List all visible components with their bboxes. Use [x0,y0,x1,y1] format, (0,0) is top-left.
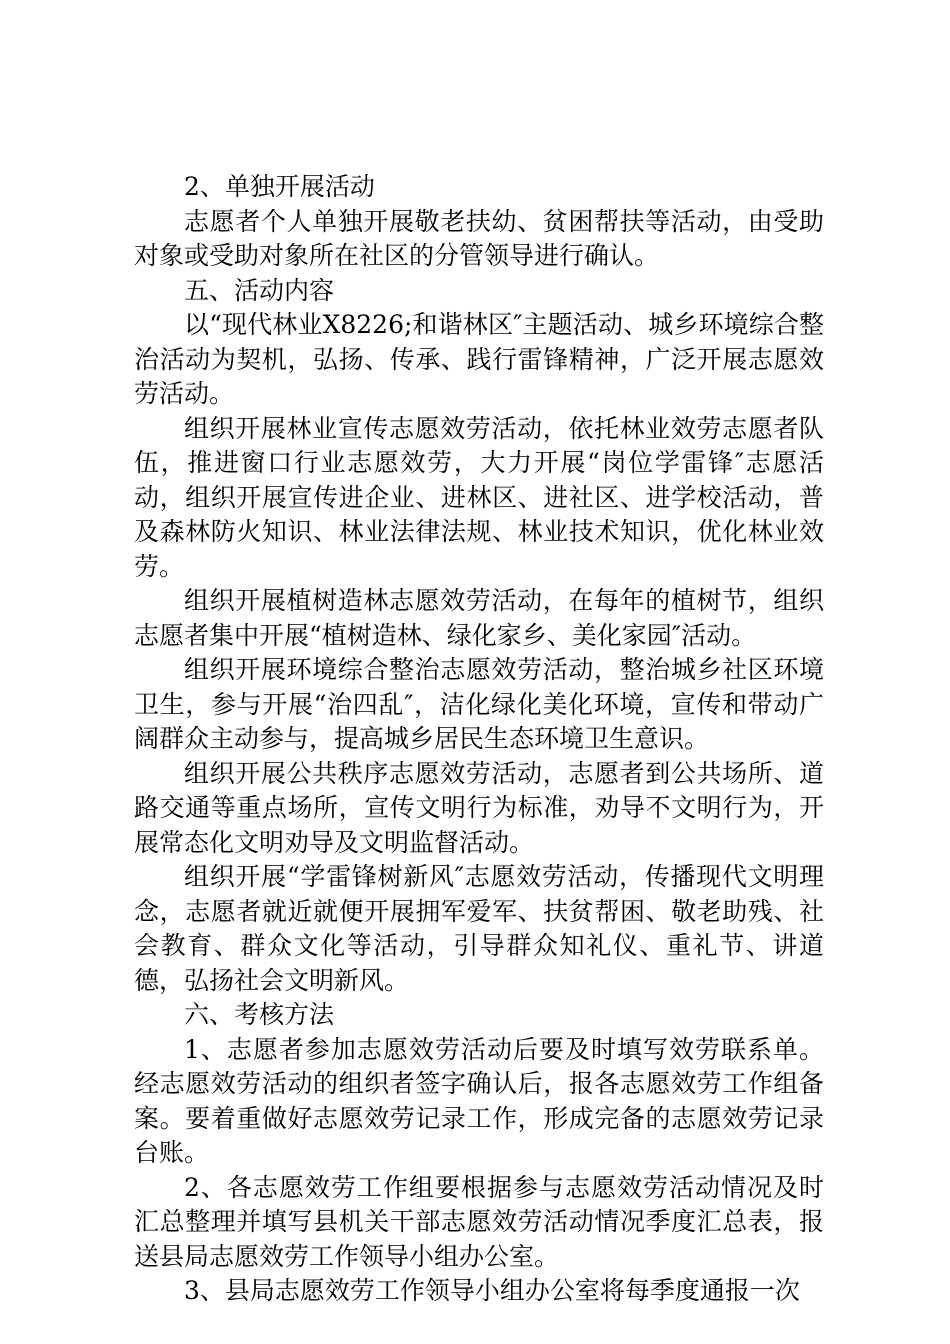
paragraph-forestry-publicity: 组织开展林业宣传志愿效劳活动，依托林业效劳志愿者队伍，推进窗口行业志愿效劳，大力开展“岗位学雷锋″志愿活动，组织开展宣传进企业、进林区、进社区、进学校活动，普及森林防火知识、林业法律法规、林业技术知识，优化林业效劳。 [134,413,824,581]
paragraph-individual-activity: 志愿者个人单独开展敬老扶幼、贫困帮扶等活动，由受助对象或受助对象所在社区的分管领导进行确认。 [134,206,824,270]
paragraph-assessment-3: 3、县局志愿效劳工作领导小组办公室将每季度通报一次 [184,1276,800,1305]
paragraph-public-order: 组织开展公共秩序志愿效劳活动，志愿者到公共场所、道路交通等重点场所，宣传文明行为标准，劝导不文明行为，开展常态化文明劝导及文明监督活动。 [134,758,824,857]
paragraph-tree-planting: 组织开展植树造林志愿效劳活动，在每年的植树节，组织志愿者集中开展“植树造林、绿化家乡、美化家园″活动。 [134,586,824,650]
document-body [134,170,824,1309]
paragraph-environment-cleanup: 组织开展环境综合整治志愿效劳活动，整治城乡社区环境卫生，参与开展“治四乱″，洁化绿化美化环境，宣传和带动广阔群众主动参与，提高城乡居民生态环境卫生意识。 [134,655,824,753]
paragraph-learn-from-leifeng: 组织开展“学雷锋树新风″志愿效劳活动，传播现代文明理念，志愿者就近就便开展拥军爱军、扶贫帮困、敬老助残、社会教育、群众文化等活动，引导群众知礼仪、重礼节、讲道德，弘扬社会文明新风。 [134,862,824,995]
section-heading-assessment: 六、考核方法 [184,1000,335,1029]
section-heading-activity-content: 五、活动内容 [184,275,335,305]
subheading-individual-activity: 2、单独开展活动 [184,172,375,201]
paragraph-theme-activities: 以“现代林业X8226;和谐林区″主题活动、城乡环境综合整治活动为契机，弘扬、传承、践行雷锋精神，广泛开展志愿效劳活动。 [134,310,824,408]
paragraph-assessment-2: 2、各志愿效劳工作组要根据参与志愿效劳活动情况及时汇总整理并填写县机关干部志愿效劳活动情况季度汇总表，报送县局志愿效劳工作领导小组办公室。 [134,1172,824,1271]
paragraph-assessment-1: 1、志愿者参加志愿效劳活动后要及时填写效劳联系单。经志愿效劳活动的组织者签字确认后，报各志愿效劳工作组备案。要着重做好志愿效劳记录工作，形成完备的志愿效劳记录台账。 [134,1034,824,1167]
